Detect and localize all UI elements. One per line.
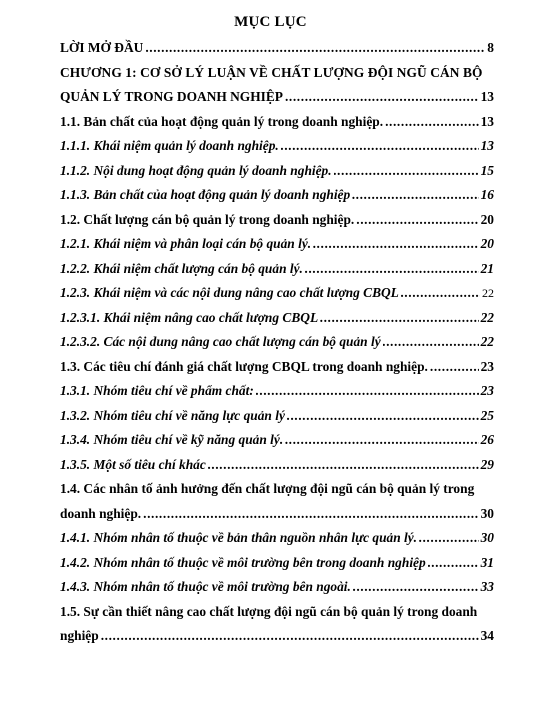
toc-entry-1-3-4[interactable]: 1.3.4. Nhóm tiêu chí về kỹ năng quản lý. ..... 26	[60, 432, 494, 457]
toc-entry-1-1-2[interactable]: 1.1.2. Nội dung hoạt động quản lý doanh nghiệp. ..... 15	[60, 163, 494, 188]
table-of-contents	[60, 40, 494, 653]
toc-entry-1-3-2[interactable]: 1.3.2. Nhóm tiêu chí về năng lực quản lý ..... 25	[60, 408, 494, 433]
toc-title: MỤC LỤC	[234, 14, 307, 30]
toc-entry-line: 1.4. Các nhân tố ảnh hưởng đến chất lượng đội ngũ cán bộ quản lý trong	[60, 481, 475, 496]
toc-entry-1-4-1[interactable]: 1.4.1. Nhóm nhân tố thuộc về bản thân nguồn nhân lực quản lý. ..... 30	[60, 530, 494, 555]
toc-entry-1-2[interactable]: 1.2. Chất lượng cán bộ quản lý trong doanh nghiệp. ..... 20	[60, 212, 494, 237]
toc-entry-1-3-5[interactable]: 1.3.5. Một số tiêu chí khác ..... 29	[60, 457, 494, 482]
toc-entry-1-5[interactable]: 1.5. Sự cần thiết nâng cao chất lượng đội ngũ cán bộ quản lý trong doanh nghiệp ..... 34	[60, 604, 494, 653]
toc-entry-1-4-3[interactable]: 1.4.3. Nhóm nhân tố thuộc về môi trường bên ngoài. ..... 33	[60, 579, 494, 604]
toc-entry-intro[interactable]: LỜI MỞ ĐẦU ..... 8	[60, 40, 494, 65]
toc-entry-1-3[interactable]: 1.3. Các tiêu chí đánh giá chất lượng CBQL trong doanh nghiệp. ..... 23	[60, 359, 494, 384]
toc-entry-1-2-3-1[interactable]: 1.2.3.1. Khái niệm nâng cao chất lượng CBQL ..... 22	[60, 310, 494, 335]
toc-entry-chapter-1[interactable]: CHƯƠNG 1: CƠ SỞ LÝ LUẬN VỀ CHẤT LƯỢNG ĐỘI NGŨ CÁN BỘ QUẢN LÝ TRONG DOANH NGHIỆP ..... 13	[60, 65, 494, 114]
toc-entry-1-2-1[interactable]: 1.2.1. Khái niệm và phân loại cán bộ quản lý. ..... 20	[60, 236, 494, 261]
toc-entry-line: 1.5. Sự cần thiết nâng cao chất lượng đội ngũ cán bộ quản lý trong doanh	[60, 603, 478, 619]
toc-entry-1-4[interactable]: 1.4. Các nhân tố ảnh hưởng đến chất lượng đội ngũ cán bộ quản lý trong doanh nghiệp. ..... 30	[60, 481, 494, 530]
toc-entry-1-2-3-2[interactable]: 1.2.3.2. Các nội dung nâng cao chất lượng cán bộ quản lý ..... 22	[60, 334, 494, 359]
toc-entry-1-4-2[interactable]: 1.4.2. Nhóm nhân tố thuộc về môi trường bên trong doanh nghiệp ..... 31	[60, 555, 494, 580]
toc-entry-1-1-1[interactable]: 1.1.1. Khái niệm quản lý doanh nghiệp. ..... 13	[60, 138, 494, 163]
toc-entry-1-3-1[interactable]: 1.3.1. Nhóm tiêu chí về phẩm chất: ..... 23	[60, 383, 494, 408]
toc-entry-1-2-2[interactable]: 1.2.2. Khái niệm chất lượng cán bộ quản lý. ..... 21	[60, 261, 494, 286]
toc-entry-1-1[interactable]: 1.1. Bản chất của hoạt động quản lý trong doanh nghiệp. ..... 13	[60, 114, 494, 139]
toc-entry-1-2-3[interactable]: 1.2.3. Khái niệm và các nội dung nâng cao chất lượng CBQL ..... 22	[60, 285, 494, 310]
toc-entry-line: CHƯƠNG 1: CƠ SỞ LÝ LUẬN VỀ CHẤT LƯỢNG ĐỘI NGŨ CÁN BỘ	[60, 64, 483, 80]
toc-entry-1-1-3[interactable]: 1.1.3. Bản chất của hoạt động quản lý doanh nghiệp ..... 16	[60, 187, 494, 212]
